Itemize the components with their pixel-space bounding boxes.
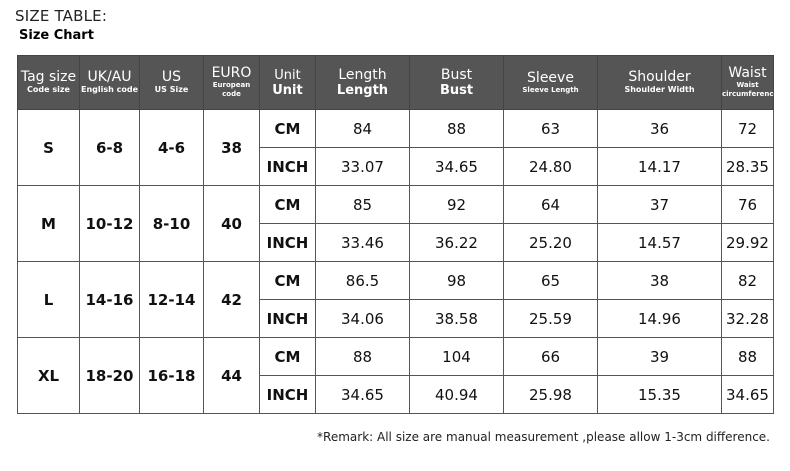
tag-size-cell: XL: [18, 338, 80, 414]
header-tag-size: Tag size Code size: [18, 56, 80, 110]
header-ukau: UK/AU English code: [80, 56, 140, 110]
tag-size-cell: S: [18, 110, 80, 186]
unit-cell: INCH: [260, 224, 316, 262]
shoulder-cell: 14.17: [598, 148, 722, 186]
chart-subtitle: Size Chart: [19, 28, 94, 43]
euro-cell: 40: [204, 186, 260, 262]
sleeve-cell: 64: [504, 186, 598, 224]
header-length: Length Length: [316, 56, 410, 110]
bust-cell: 40.94: [410, 376, 504, 414]
ukau-cell: 18-20: [80, 338, 140, 414]
header-euro: EURO European code: [204, 56, 260, 110]
sleeve-cell: 25.98: [504, 376, 598, 414]
length-cell: 86.5: [316, 262, 410, 300]
length-cell: 33.46: [316, 224, 410, 262]
table-row: [18, 338, 774, 376]
table-row: [18, 110, 774, 148]
ukau-cell: 14-16: [80, 262, 140, 338]
bust-cell: 34.65: [410, 148, 504, 186]
us-cell: 8-10: [140, 186, 204, 262]
euro-cell: 44: [204, 338, 260, 414]
table-row: [18, 262, 774, 300]
page-title: SIZE TABLE:: [15, 7, 108, 25]
shoulder-cell: 38: [598, 262, 722, 300]
sleeve-cell: 25.20: [504, 224, 598, 262]
sleeve-cell: 65: [504, 262, 598, 300]
waist-cell: 34.65: [722, 376, 774, 414]
waist-cell: 72: [722, 110, 774, 148]
length-cell: 34.06: [316, 300, 410, 338]
shoulder-cell: 15.35: [598, 376, 722, 414]
ukau-cell: 10-12: [80, 186, 140, 262]
waist-cell: 76: [722, 186, 774, 224]
bust-cell: 38.58: [410, 300, 504, 338]
shoulder-cell: 36: [598, 110, 722, 148]
unit-cell: INCH: [260, 148, 316, 186]
header-shoulder: Shoulder Shoulder Width: [598, 56, 722, 110]
sleeve-cell: 25.59: [504, 300, 598, 338]
shoulder-cell: 14.57: [598, 224, 722, 262]
unit-cell: CM: [260, 186, 316, 224]
tag-size-cell: M: [18, 186, 80, 262]
remark-note: *Remark: All size are manual measurement ,please allow 1-3cm difference.: [317, 430, 770, 444]
us-cell: 16-18: [140, 338, 204, 414]
header-sleeve: Sleeve Sleeve Length: [504, 56, 598, 110]
length-cell: 84: [316, 110, 410, 148]
table-row: [18, 186, 774, 224]
length-cell: 85: [316, 186, 410, 224]
length-cell: 88: [316, 338, 410, 376]
waist-cell: 32.28: [722, 300, 774, 338]
shoulder-cell: 39: [598, 338, 722, 376]
header-bust: Bust Bust: [410, 56, 504, 110]
length-cell: 33.07: [316, 148, 410, 186]
tag-size-cell: L: [18, 262, 80, 338]
us-cell: 12-14: [140, 262, 204, 338]
header-us: US US Size: [140, 56, 204, 110]
us-cell: 4-6: [140, 110, 204, 186]
length-cell: 34.65: [316, 376, 410, 414]
euro-cell: 38: [204, 110, 260, 186]
shoulder-cell: 37: [598, 186, 722, 224]
sleeve-cell: 66: [504, 338, 598, 376]
sleeve-cell: 24.80: [504, 148, 598, 186]
bust-cell: 36.22: [410, 224, 504, 262]
bust-cell: 104: [410, 338, 504, 376]
unit-cell: INCH: [260, 376, 316, 414]
shoulder-cell: 14.96: [598, 300, 722, 338]
sleeve-cell: 63: [504, 110, 598, 148]
waist-cell: 82: [722, 262, 774, 300]
bust-cell: 88: [410, 110, 504, 148]
unit-cell: CM: [260, 338, 316, 376]
unit-cell: CM: [260, 110, 316, 148]
header-waist: Waist Waist circumference: [722, 56, 774, 110]
waist-cell: 88: [722, 338, 774, 376]
ukau-cell: 6-8: [80, 110, 140, 186]
size-table: [17, 55, 779, 414]
bust-cell: 92: [410, 186, 504, 224]
waist-cell: 29.92: [722, 224, 774, 262]
header-row: [18, 56, 774, 110]
euro-cell: 42: [204, 262, 260, 338]
waist-cell: 28.35: [722, 148, 774, 186]
header-unit: Unit Unit: [260, 56, 316, 110]
unit-cell: INCH: [260, 300, 316, 338]
bust-cell: 98: [410, 262, 504, 300]
unit-cell: CM: [260, 262, 316, 300]
